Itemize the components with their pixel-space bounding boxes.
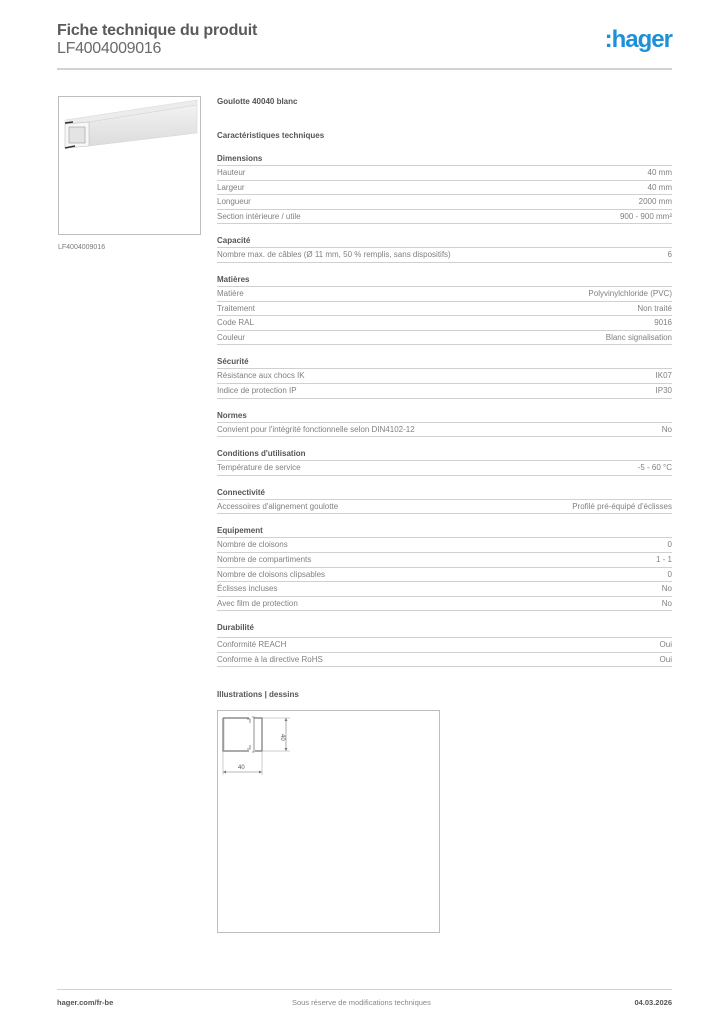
group-title: Dimensions <box>217 153 672 166</box>
spec-value: No <box>661 598 672 608</box>
spec-row <box>217 568 672 583</box>
cross-section-drawing-icon <box>218 711 318 786</box>
spec-row <box>217 461 672 476</box>
spec-row <box>217 369 672 384</box>
cable-trunking-photo-icon <box>59 97 200 234</box>
group-title: Durabilité <box>217 622 672 638</box>
spec-label: Nombre de cloisons <box>217 540 288 550</box>
group-equipement <box>217 525 672 611</box>
spec-label: Matière <box>217 288 244 298</box>
footer-divider <box>57 989 672 990</box>
spec-row <box>217 248 672 263</box>
spec-value: 900 - 900 mm² <box>619 211 672 221</box>
footer-date: 04.03.2026 <box>634 998 672 1007</box>
spec-value: -5 - 60 °C <box>637 463 672 473</box>
spec-value: IP30 <box>655 385 672 395</box>
spec-row <box>217 316 672 331</box>
spec-row <box>217 331 672 346</box>
group-capacite <box>217 235 672 263</box>
document-title: Fiche technique du produit <box>57 22 258 39</box>
spec-label: Longueur <box>217 197 251 207</box>
spec-row <box>217 210 672 225</box>
spec-row <box>217 287 672 302</box>
group-title: Connectivité <box>217 487 672 500</box>
spec-label: Température de service <box>217 463 301 473</box>
spec-row <box>217 538 672 553</box>
spec-label: Résistance aux chocs IK <box>217 371 305 381</box>
spec-row <box>217 500 672 515</box>
spec-value: 0 <box>667 540 672 550</box>
spec-value: Blanc signalisation <box>605 332 672 342</box>
product-image-caption: LF4004009016 <box>58 244 106 251</box>
spec-label: Hauteur <box>217 168 246 177</box>
group-title: Matières <box>217 274 672 287</box>
spec-row <box>217 166 672 181</box>
spec-value: Non traité <box>637 303 672 313</box>
spec-value: No <box>661 424 672 434</box>
spec-label: Avec film de protection <box>217 598 298 608</box>
group-title: Sécurité <box>217 356 672 369</box>
spec-row <box>217 181 672 196</box>
spec-label: Code RAL <box>217 318 254 328</box>
footer-disclaimer: Sous réserve de modifications techniques <box>292 998 431 1007</box>
height-dimension-label: 40 <box>279 734 285 741</box>
spec-value: Oui <box>659 654 672 664</box>
spec-value: No <box>661 584 672 594</box>
group-dimensions <box>217 153 672 224</box>
spec-label: Conforme à la directive RoHS <box>217 654 323 664</box>
group-title: Conditions d'utilisation <box>217 448 672 461</box>
spec-label: Conformité REACH <box>217 640 287 650</box>
group-title: Normes <box>217 410 672 423</box>
spec-value: IK07 <box>655 371 672 381</box>
spec-row <box>217 423 672 438</box>
spec-value: 40 mm <box>647 182 672 192</box>
spec-row <box>217 597 672 612</box>
spec-value: 2000 mm <box>638 197 672 207</box>
spec-value: 1 - 1 <box>655 554 672 564</box>
product-name: Goulotte 40040 blanc <box>217 97 298 106</box>
spec-label: Nombre de cloisons clipsables <box>217 569 326 579</box>
footer-website: hager.com/fr-be <box>57 998 114 1007</box>
group-matieres <box>217 274 672 345</box>
spec-label: Nombre de compartiments <box>217 554 312 564</box>
spec-row <box>217 302 672 317</box>
product-reference: LF4004009016 <box>57 40 162 57</box>
spec-value: Profilé pré-équipé d'éclisses <box>572 501 672 511</box>
group-title: Capacité <box>217 235 672 248</box>
spec-label: Accessoires d'alignement goulotte <box>217 501 339 511</box>
width-dimension-label: 40 <box>238 765 245 771</box>
group-normes <box>217 410 672 438</box>
spec-row <box>217 653 672 668</box>
group-title: Equipement <box>217 525 672 538</box>
spec-row <box>217 195 672 210</box>
specifications <box>217 96 672 667</box>
spec-label: Éclisses incluses <box>217 584 278 594</box>
spec-value: Oui <box>659 640 672 650</box>
spec-row <box>217 582 672 597</box>
specs-heading: Caractéristiques techniques <box>217 131 325 140</box>
spec-value: 40 mm <box>647 168 672 177</box>
spec-value: 9016 <box>654 318 672 328</box>
illustrations-heading: Illustrations | dessins <box>217 690 299 699</box>
spec-label: Nombre max. de câbles (Ø 11 mm, 50 % remplis, sans dispositifs) <box>217 250 451 260</box>
group-conditions <box>217 448 672 476</box>
spec-value: 6 <box>667 250 672 260</box>
illustration-frame <box>217 710 440 933</box>
spec-label: Couleur <box>217 332 246 342</box>
spec-label: Indice de protection IP <box>217 385 297 395</box>
spec-value: 0 <box>667 569 672 579</box>
spec-row <box>217 384 672 399</box>
spec-label: Convient pour l'intégrité fonctionnelle selon DIN4102-12 <box>217 424 415 434</box>
group-connectivite <box>217 487 672 515</box>
header-divider <box>57 68 672 70</box>
hager-logo: :hager <box>604 26 672 53</box>
spec-row <box>217 638 672 653</box>
spec-value: Polyvinylchloride (PVC) <box>588 288 672 298</box>
spec-row <box>217 553 672 568</box>
spec-label: Section intérieure / utile <box>217 211 301 221</box>
page-header <box>57 20 672 70</box>
group-durabilite <box>217 622 672 667</box>
group-securite <box>217 356 672 398</box>
product-image <box>58 96 201 235</box>
spec-label: Largeur <box>217 182 245 192</box>
spec-label: Traitement <box>217 303 255 313</box>
